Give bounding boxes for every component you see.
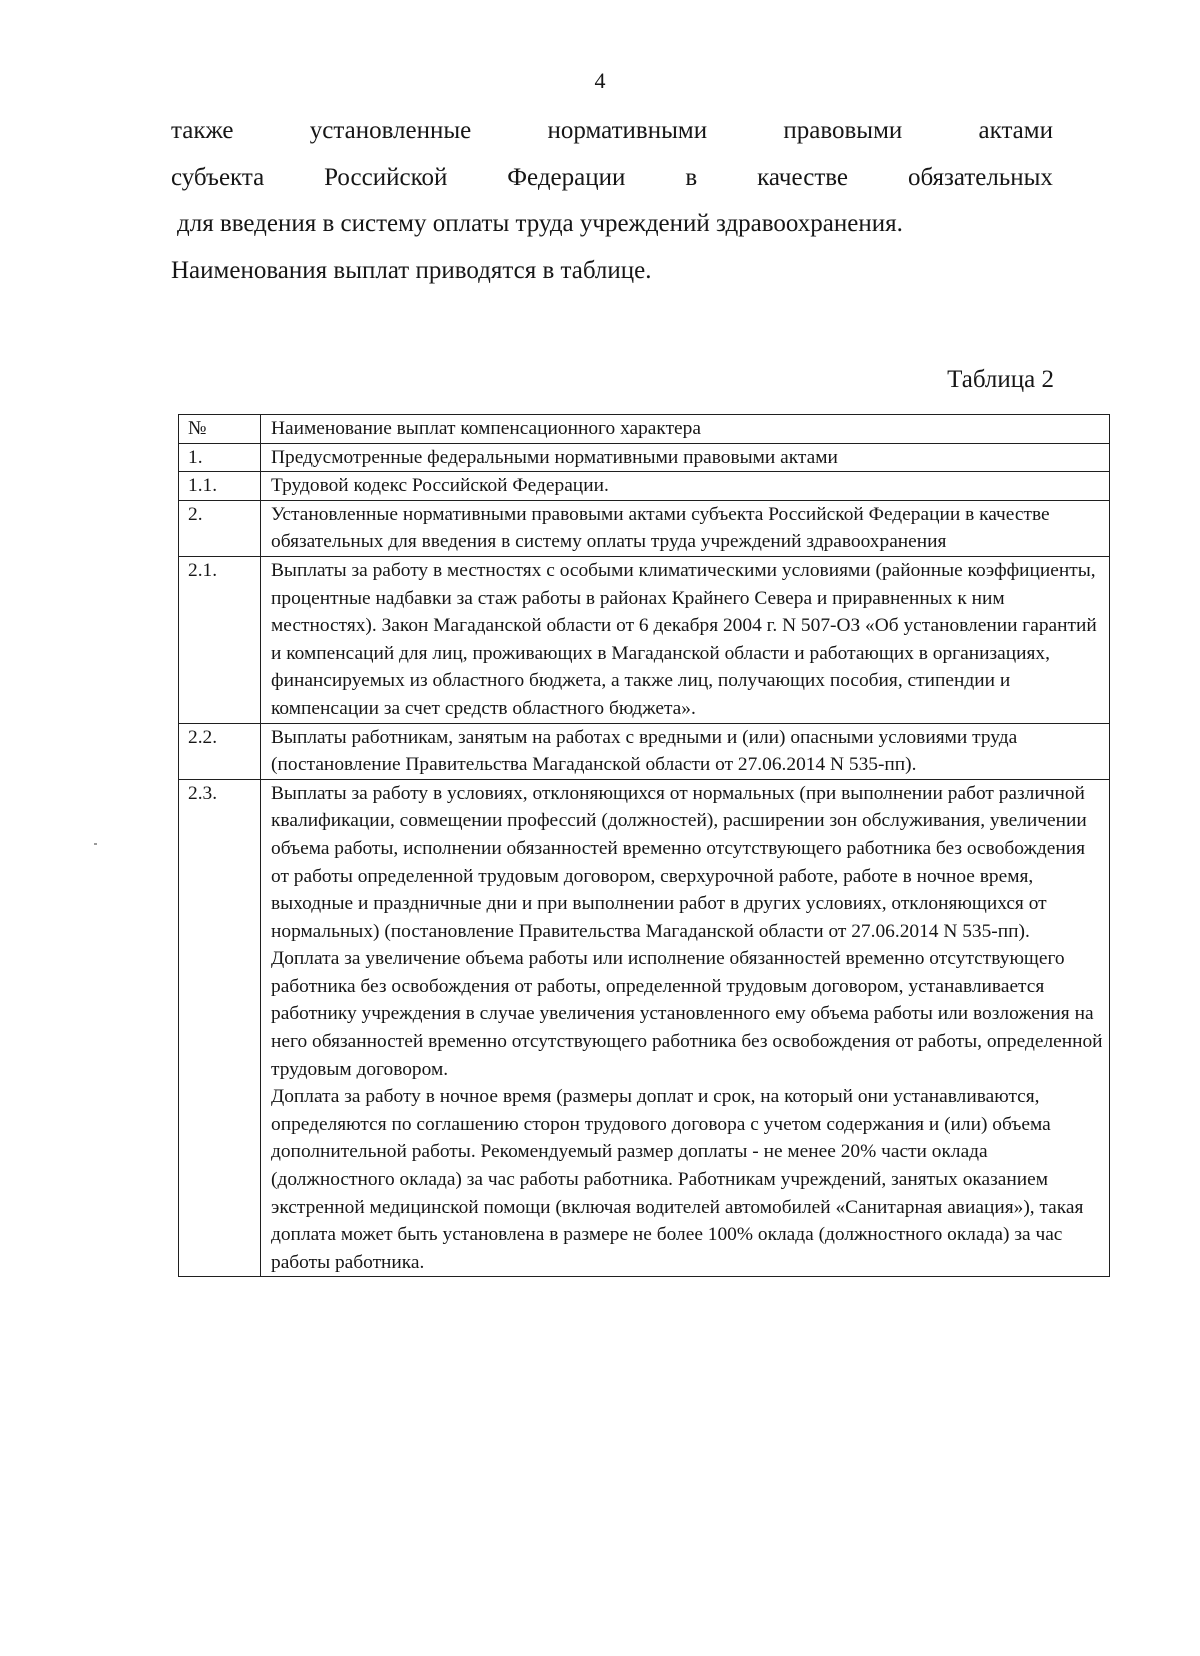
row-paragraph: Выплаты за работу в условиях, отклоняющихся от нормальных (при выполнении работ различной квалификации, совмещении профессий (должностей), расширении зон обслуживания, увеличении объема работы, исполнении обязанностей временно отсутствующего работника без освобождения от работы определенной трудовым договором, сверхурочной работе, работе в ночное время, выходные и праздничные дни и при выполнении работ в других условиях, отклоняющихся от нормальных) (постановление Правительства Магаданской области от 27.06.2014 N 535-пп). (271, 782, 1087, 942)
intro-paragraph (171, 108, 1053, 294)
row-number-cell: 2.2. (179, 723, 261, 779)
header-num-cell: № (179, 415, 261, 444)
row-paragraph: Выплаты работникам, занятым на работах с вредными и (или) опасными условиями труда (постановление Правительства Магаданской области от 27.06.2014 N 535-пп). (271, 726, 1018, 776)
intro-line-1 (171, 108, 1053, 155)
row-paragraph: Установленные нормативными правовыми актами субъекта Российской Федерации в качестве обязательных для введения в систему оплаты труда учреждений здравоохранения (271, 503, 1050, 553)
intro-word: Российской (324, 163, 448, 191)
row-paragraph: Доплата за увеличение объема работы или исполнение обязанностей временно отсутствующего работника без освобождения от работы, определенной трудовым договором, устанавливается работнику учреждения в случае увеличения установленного ему объема работы или возложения на него обязанностей временно отсутствующего работника без освобождения от работы, определенной трудовым договором. (271, 948, 1103, 1080)
table-row (179, 500, 1110, 556)
intro-word: в (685, 163, 698, 191)
row-number-cell: 1.1. (179, 472, 261, 501)
compensation-payments-table (178, 414, 1110, 1277)
table-caption: Таблица 2 (947, 366, 1054, 393)
intro-word: правовыми (783, 117, 903, 144)
table-header-row (179, 415, 1110, 444)
intro-line-4: Наименования выплат приводятся в таблице. (171, 256, 652, 284)
header-name-cell: Наименование выплат компенсационного характера (261, 415, 1110, 444)
intro-word: также (171, 117, 234, 144)
row-number-cell: 2. (179, 500, 261, 556)
page-number: 4 (594, 68, 606, 93)
row-paragraph: Доплата за работу в ночное время (размеры доплат и срок, на который они устанавливаются, определяются по соглашению сторон трудового договора с учетом содержания и (или) объема дополнительной работы. Рекомендуемый размер доплаты - не менее 20% части оклада (должностного оклада) за час работы работника. Работникам учреждений, занятых оказанием экстренной медицинской помощи (включая водителей автомобилей «Санитарная авиация»), такая доплата может быть установлена в размере не более 100% оклада (должностного оклада) за час работы работника. (271, 1086, 1084, 1273)
row-paragraph: Выплаты за работу в местностях с особыми климатическими условиями (районные коэффициенты, процентные надбавки за стаж работы в районах Крайнего Севера и приравненных к ним местностях). Закон Магаданской области от 6 декабря 2004 г. N 507-ОЗ «Об установлении гарантий и компенсаций для лиц, проживающих в Магаданской области и работающих в организациях, финансируемых из областного бюджета, а также лиц, получающих пособия, стипендии и компенсации за счет средств областного бюджета». (271, 559, 1097, 719)
table-row (179, 556, 1110, 723)
intro-line-2 (171, 155, 1053, 202)
intro-word: качестве (757, 163, 848, 191)
table-row (179, 443, 1110, 472)
intro-word: Федерации (507, 163, 626, 191)
row-text-cell (261, 779, 1110, 1277)
row-number-cell: 2.1. (179, 556, 261, 723)
row-text-cell (261, 556, 1110, 723)
row-text-cell (261, 443, 1110, 472)
intro-word: установленные (309, 117, 472, 144)
row-paragraph: Трудовой кодекс Российской Федерации. (271, 475, 609, 497)
table-row (179, 723, 1110, 779)
intro-word: актами (978, 117, 1053, 144)
row-number-cell: 1. (179, 443, 261, 472)
scan-speck (94, 843, 97, 845)
row-text-cell (261, 500, 1110, 556)
intro-word: обязательных (907, 163, 1053, 191)
table-row (179, 472, 1110, 501)
row-number-cell: 2.3. (179, 779, 261, 1277)
row-text-cell (261, 723, 1110, 779)
intro-line-3: для введения в систему оплаты труда учреждений здравоохранения. (177, 210, 903, 237)
row-text-cell (261, 472, 1110, 501)
intro-word: нормативными (547, 117, 708, 144)
intro-word: субъекта (171, 163, 265, 191)
table-row (179, 779, 1110, 1277)
row-paragraph: Предусмотренные федеральными нормативными правовыми актами (271, 446, 838, 468)
